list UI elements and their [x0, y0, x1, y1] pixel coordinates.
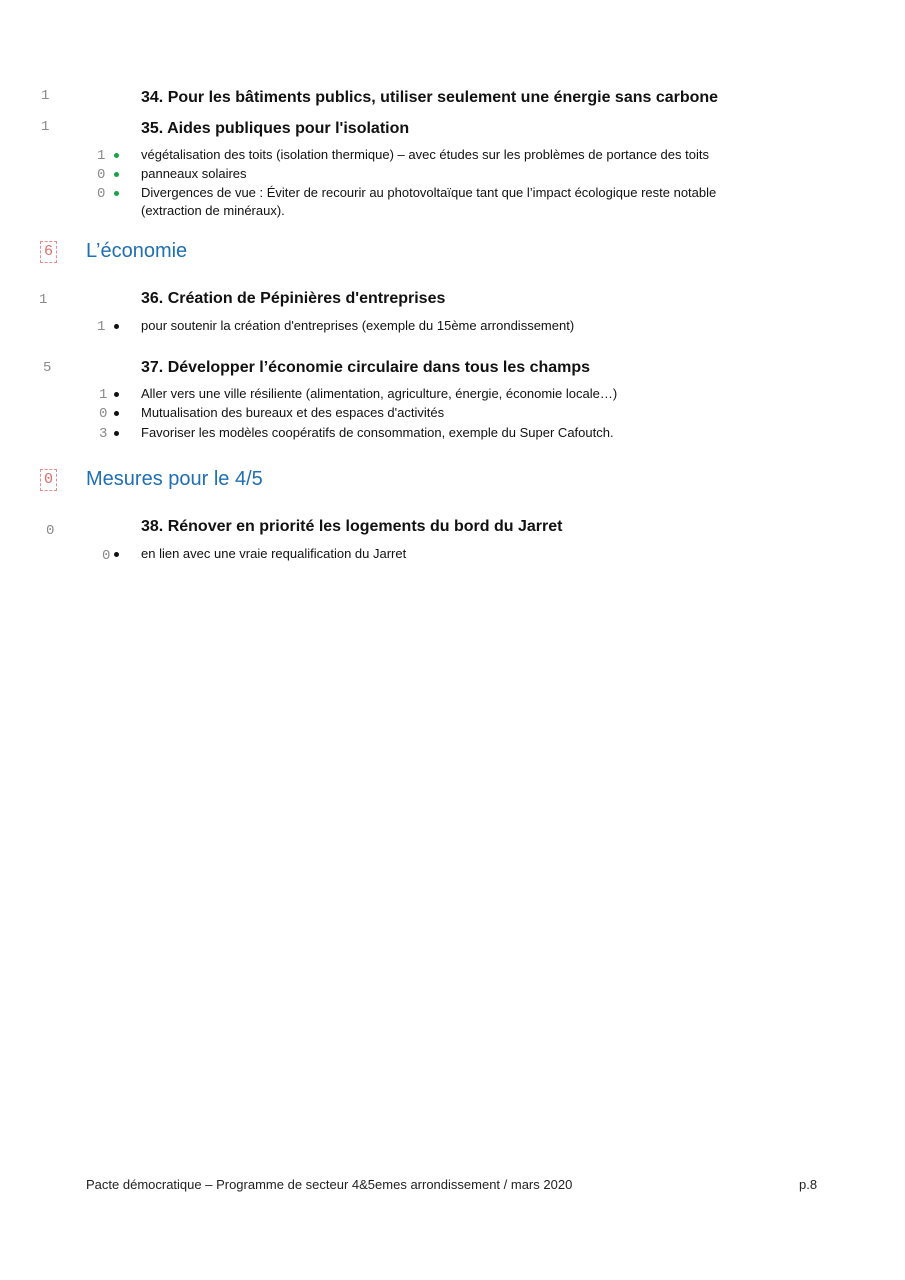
comment-count[interactable]: 1 [41, 119, 50, 135]
page-number: p.8 [799, 1177, 818, 1192]
comment-count[interactable]: 0 [99, 406, 108, 422]
bullet-icon [114, 324, 119, 329]
comment-count[interactable]: 0 [46, 523, 55, 539]
comment-count[interactable]: 5 [43, 360, 52, 376]
bullet-text: Aller vers une ville résiliente (alimentation, agriculture, énergie, économie locale…) [141, 386, 618, 401]
list-item [0, 424, 905, 443]
bullet-icon [114, 431, 119, 436]
comment-count[interactable]: 1 [97, 319, 106, 335]
comment-count[interactable]: 0 [97, 167, 106, 183]
bullet-icon [114, 411, 119, 416]
bullet-icon [114, 392, 119, 397]
bullet-text: pour soutenir la création d'entreprises (exemple du 15ème arrondissement) [141, 318, 575, 333]
comment-count[interactable]: 0 [97, 186, 106, 202]
list-item [0, 146, 905, 165]
comment-count[interactable]: 0 [102, 548, 111, 564]
comment-count[interactable]: 1 [39, 292, 48, 308]
bullet-icon [114, 172, 119, 177]
item-title-37: 37. Développer l’économie circulaire dans tous les champs [141, 359, 591, 376]
bullet-icon [114, 552, 119, 557]
page-footer: Pacte démocratique – Programme de secteur 4&5emes arrondissement / mars 2020 [86, 1177, 573, 1192]
bullet-text: végétalisation des toits (isolation thermique) – avec études sur les problèmes de portance des toits [141, 147, 709, 162]
bullet-icon [114, 153, 119, 158]
comment-count[interactable]: 1 [41, 88, 50, 104]
section-title-economie: L’économie [86, 240, 188, 262]
list-item [0, 165, 905, 184]
list-item [0, 404, 905, 423]
bullet-text: en lien avec une vraie requalification du Jarret [141, 546, 407, 561]
item-title-34: 34. Pour les bâtiments publics, utiliser seulement une énergie sans carbone [141, 89, 719, 106]
list-item [0, 317, 905, 336]
comment-count[interactable]: 1 [97, 148, 106, 164]
list-item [0, 184, 905, 222]
item-title-35: 35. Aides publiques pour l'isolation [141, 120, 410, 137]
section-comment-count[interactable]: 0 [40, 469, 57, 491]
item-title-36: 36. Création de Pépinières d'entreprises [141, 290, 446, 307]
list-item [0, 545, 905, 564]
item-title-38: 38. Rénover en priorité les logements du bord du Jarret [141, 518, 563, 535]
section-title-mesures: Mesures pour le 4/5 [86, 468, 263, 490]
bullet-text: panneaux solaires [141, 166, 247, 181]
comment-count[interactable]: 3 [99, 426, 108, 442]
comment-count[interactable]: 1 [99, 387, 108, 403]
list-item [0, 385, 905, 404]
bullet-icon [114, 191, 119, 196]
bullet-text: Favoriser les modèles coopératifs de consommation, exemple du Super Cafoutch. [141, 425, 614, 440]
section-comment-count[interactable]: 6 [40, 241, 57, 263]
bullet-text: Mutualisation des bureaux et des espaces d'activités [141, 405, 445, 420]
bullet-text: Divergences de vue : Éviter de recourir au photovoltaïque tant que l’impact écologique reste notable (extraction de minéraux). [141, 185, 717, 218]
